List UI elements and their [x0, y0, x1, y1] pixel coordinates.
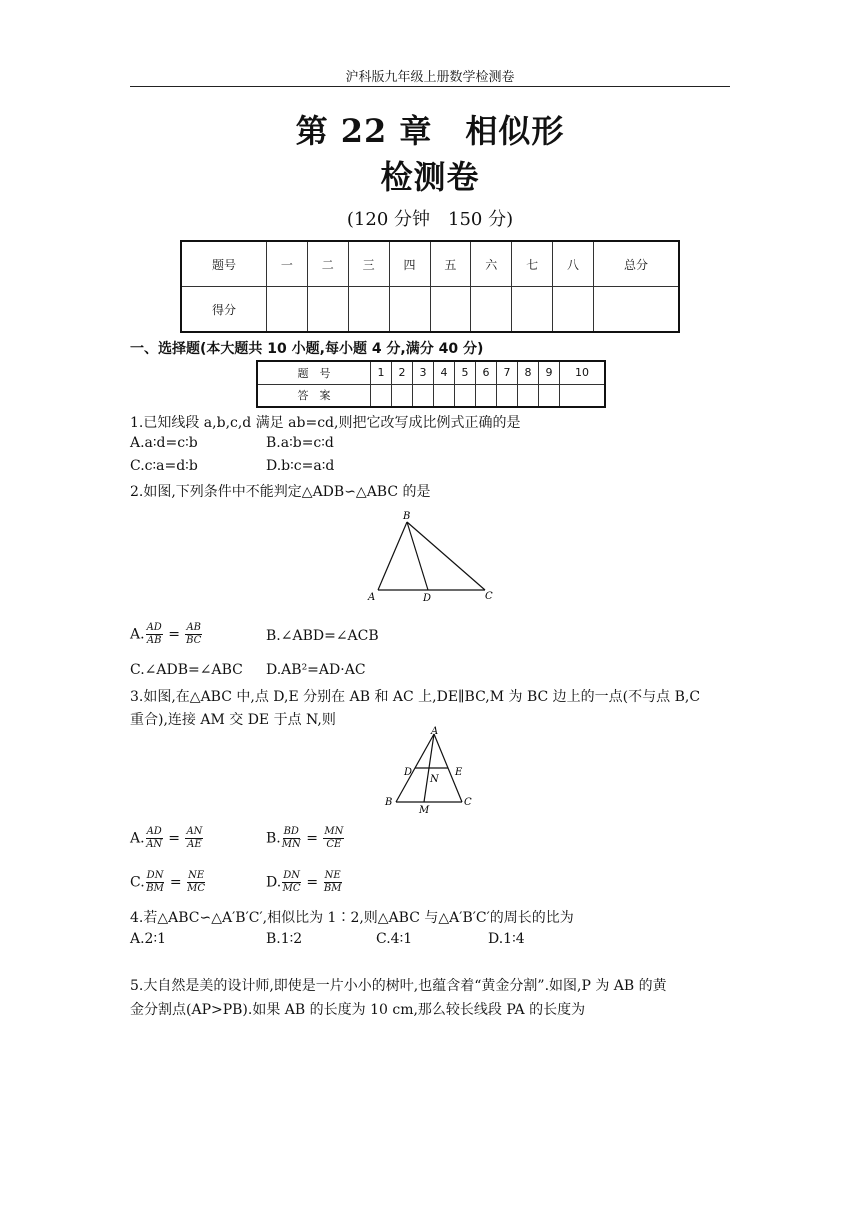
point-label-m: M: [419, 805, 430, 816]
question-2-stem: 2.如图,下列条件中不能判定△ADB∽△ABC 的是: [130, 484, 431, 500]
answer-table-number-row: [257, 361, 605, 384]
fraction: [282, 826, 301, 851]
score-table-cell: 总分: [594, 241, 680, 287]
option-prefix: B.: [266, 830, 281, 847]
point-label-e: E: [455, 767, 463, 778]
test-title: 检测卷: [380, 158, 480, 196]
question-4-option-b[interactable]: B.1∶2: [266, 931, 303, 947]
answer-table-cell: 6: [476, 361, 497, 384]
question-3-figure: [380, 724, 480, 816]
question-1-option-b[interactable]: B.a∶b=c∶d: [266, 435, 334, 451]
fraction: [146, 826, 163, 851]
answer-table-cell: 9: [539, 361, 560, 384]
question-2-option-d[interactable]: D.AB²=AD·AC: [266, 662, 366, 678]
fraction: [185, 622, 202, 647]
answer-table-cell: 答 案: [257, 384, 371, 407]
numerator: NE: [324, 870, 341, 881]
option-prefix: D.: [266, 874, 282, 891]
fraction: [187, 870, 205, 895]
score-table-cell: 五: [430, 241, 471, 287]
answer-table-cell: 1: [371, 361, 392, 384]
answer-input-cell[interactable]: [371, 384, 392, 407]
score-input-cell[interactable]: [267, 287, 308, 333]
score-input-cell[interactable]: [348, 287, 389, 333]
point-label-d: D: [404, 767, 413, 778]
question-3-option-a[interactable]: A. $\frac{AD}{AN}$ = $\frac{AN}{AE}$: [130, 826, 203, 850]
fraction: [146, 870, 165, 895]
answer-input-cell[interactable]: [518, 384, 539, 407]
question-1-option-d[interactable]: D.b∶c=a∶d: [266, 458, 335, 474]
numerator: BD: [283, 826, 299, 837]
point-label-a: A: [431, 726, 439, 737]
time-score-info: (120 分钟 150 分): [346, 209, 514, 230]
answer-input-cell[interactable]: [392, 384, 413, 407]
denominator: AN: [146, 839, 163, 850]
section-heading: 一、选择题(本大题共 10 小题,每小题 4 分,满分 40 分): [130, 341, 484, 357]
point-label-c: C: [485, 591, 493, 602]
answer-table-cell: 7: [497, 361, 518, 384]
answer-table-cell: 4: [434, 361, 455, 384]
numerator: AD: [146, 826, 162, 837]
denominator: MC: [187, 883, 206, 894]
numerator: AD: [146, 622, 162, 633]
score-input-cell[interactable]: [430, 287, 471, 333]
score-input-cell[interactable]: [594, 287, 680, 333]
question-3-stem-line1: 3.如图,在△ABC 中,点 D,E 分别在 AB 和 AC 上,DE∥BC,M 为 BC 边上的一点(不与点 B,C: [130, 689, 701, 705]
answer-table-cell: 2: [392, 361, 413, 384]
point-label-n: N: [430, 774, 439, 785]
header-divider: [130, 86, 730, 87]
numerator: DN: [146, 870, 164, 881]
fraction: [185, 826, 203, 851]
score-table-score-row: [181, 287, 679, 333]
score-input-cell[interactable]: [471, 287, 512, 333]
answer-table-cell: 5: [455, 361, 476, 384]
segment-ab: [378, 522, 407, 590]
point-label-b: B: [403, 511, 411, 522]
question-4-stem: 4.若△ABC∽△A′B′C′,相似比为 1∶2,则△ABC 与△A′B′C′的周长的比为: [130, 910, 574, 926]
answer-input-cell[interactable]: [455, 384, 476, 407]
segment-bc: [407, 522, 485, 590]
question-1-option-c[interactable]: C.c∶a=d∶b: [130, 458, 198, 474]
score-input-cell[interactable]: [389, 287, 430, 333]
question-1-stem: 1.已知线段 a,b,c,d 满足 ab=cd,则把它改写成比例式正确的是: [130, 415, 521, 431]
point-label-b: B: [385, 797, 393, 808]
question-4-option-c[interactable]: C.4∶1: [376, 931, 413, 947]
question-3-stem-line2: 重合),连接 AM 交 DE 于点 N,则: [130, 712, 336, 728]
question-2-option-a[interactable]: A. $\frac{AD}{AB}$ = $\frac{AB}{BC}$: [130, 622, 202, 646]
point-label-d: D: [423, 593, 432, 604]
answer-input-cell[interactable]: [434, 384, 455, 407]
score-input-cell[interactable]: [307, 287, 348, 333]
score-table-cell: 六: [471, 241, 512, 287]
point-label-c: C: [464, 797, 472, 808]
question-5-stem-line2: 金分割点(AP>PB).如果 AB 的长度为 10 cm,那么较长线段 PA 的长度为: [130, 1002, 586, 1018]
question-4-option-d[interactable]: D.1∶4: [488, 931, 525, 947]
score-table-cell: 四: [389, 241, 430, 287]
numerator: DN: [283, 870, 300, 881]
fraction: [324, 870, 342, 895]
question-4-option-a[interactable]: A.2∶1: [130, 931, 167, 947]
fraction: [146, 622, 163, 647]
denominator: BC: [186, 635, 202, 646]
denominator: BM: [323, 883, 342, 894]
option-prefix: A.: [130, 830, 145, 847]
answer-input-cell[interactable]: [560, 384, 606, 407]
question-3-option-b[interactable]: B. $\frac{BD}{MN}$ = $\frac{MN}{CE}$: [266, 826, 344, 850]
option-prefix: A.: [130, 626, 145, 643]
answer-input-cell[interactable]: [476, 384, 497, 407]
denominator: CE: [326, 839, 342, 850]
score-table-cell: 题号: [181, 241, 267, 287]
score-table-cell: 二: [307, 241, 348, 287]
answer-table-cell: 3: [413, 361, 434, 384]
denominator: MC: [282, 883, 301, 894]
numerator: MN: [324, 826, 344, 837]
score-table-cell: 三: [348, 241, 389, 287]
question-2-figure: [360, 508, 500, 604]
chapter-title: 第 22 章 相似形: [295, 112, 565, 150]
answer-table: [256, 360, 606, 408]
score-input-cell[interactable]: [553, 287, 594, 333]
numerator: AB: [186, 622, 202, 633]
numerator: NE: [188, 870, 205, 881]
answer-table-cell: 8: [518, 361, 539, 384]
denominator: AB: [146, 635, 162, 646]
running-head: 沪科版九年级上册数学检测卷: [345, 70, 515, 85]
question-2-option-b[interactable]: B.∠ABD=∠ACB: [266, 628, 379, 644]
numerator: AN: [186, 826, 203, 837]
score-table-cell: 七: [512, 241, 553, 287]
question-2-option-c[interactable]: C.∠ADB=∠ABC: [130, 662, 243, 678]
score-input-cell[interactable]: [512, 287, 553, 333]
answer-table-cell: 题 号: [257, 361, 371, 384]
score-table-header-row: [181, 241, 679, 287]
fraction: [323, 826, 344, 851]
score-table-cell: 一: [267, 241, 308, 287]
score-table-cell: 八: [553, 241, 594, 287]
answer-input-cell[interactable]: [413, 384, 434, 407]
score-table: [180, 240, 680, 333]
denominator: AE: [187, 839, 202, 850]
denominator: BM: [146, 883, 164, 894]
option-prefix: C.: [130, 874, 145, 891]
question-1-option-a[interactable]: A.a∶d=c∶b: [130, 435, 198, 451]
answer-input-cell[interactable]: [539, 384, 560, 407]
question-5-stem-line1: 5.大自然是美的设计师,即使是一片小小的树叶,也蕴含着“黄金分割”.如图,P 为 AB 的黄: [130, 978, 667, 994]
answer-table-cell: 10: [560, 361, 606, 384]
score-table-cell: 得分: [181, 287, 267, 333]
denominator: MN: [281, 839, 301, 850]
answer-table-answer-row: [257, 384, 605, 407]
question-3-option-c[interactable]: C. $\frac{DN}{BM}$ = $\frac{NE}{MC}$: [130, 870, 206, 894]
segment-bd: [407, 522, 428, 590]
fraction: [282, 870, 301, 895]
point-label-a: A: [368, 592, 376, 603]
question-3-option-d[interactable]: D. $\frac{DN}{MC}$ = $\frac{NE}{BM}$: [266, 870, 342, 894]
answer-input-cell[interactable]: [497, 384, 518, 407]
